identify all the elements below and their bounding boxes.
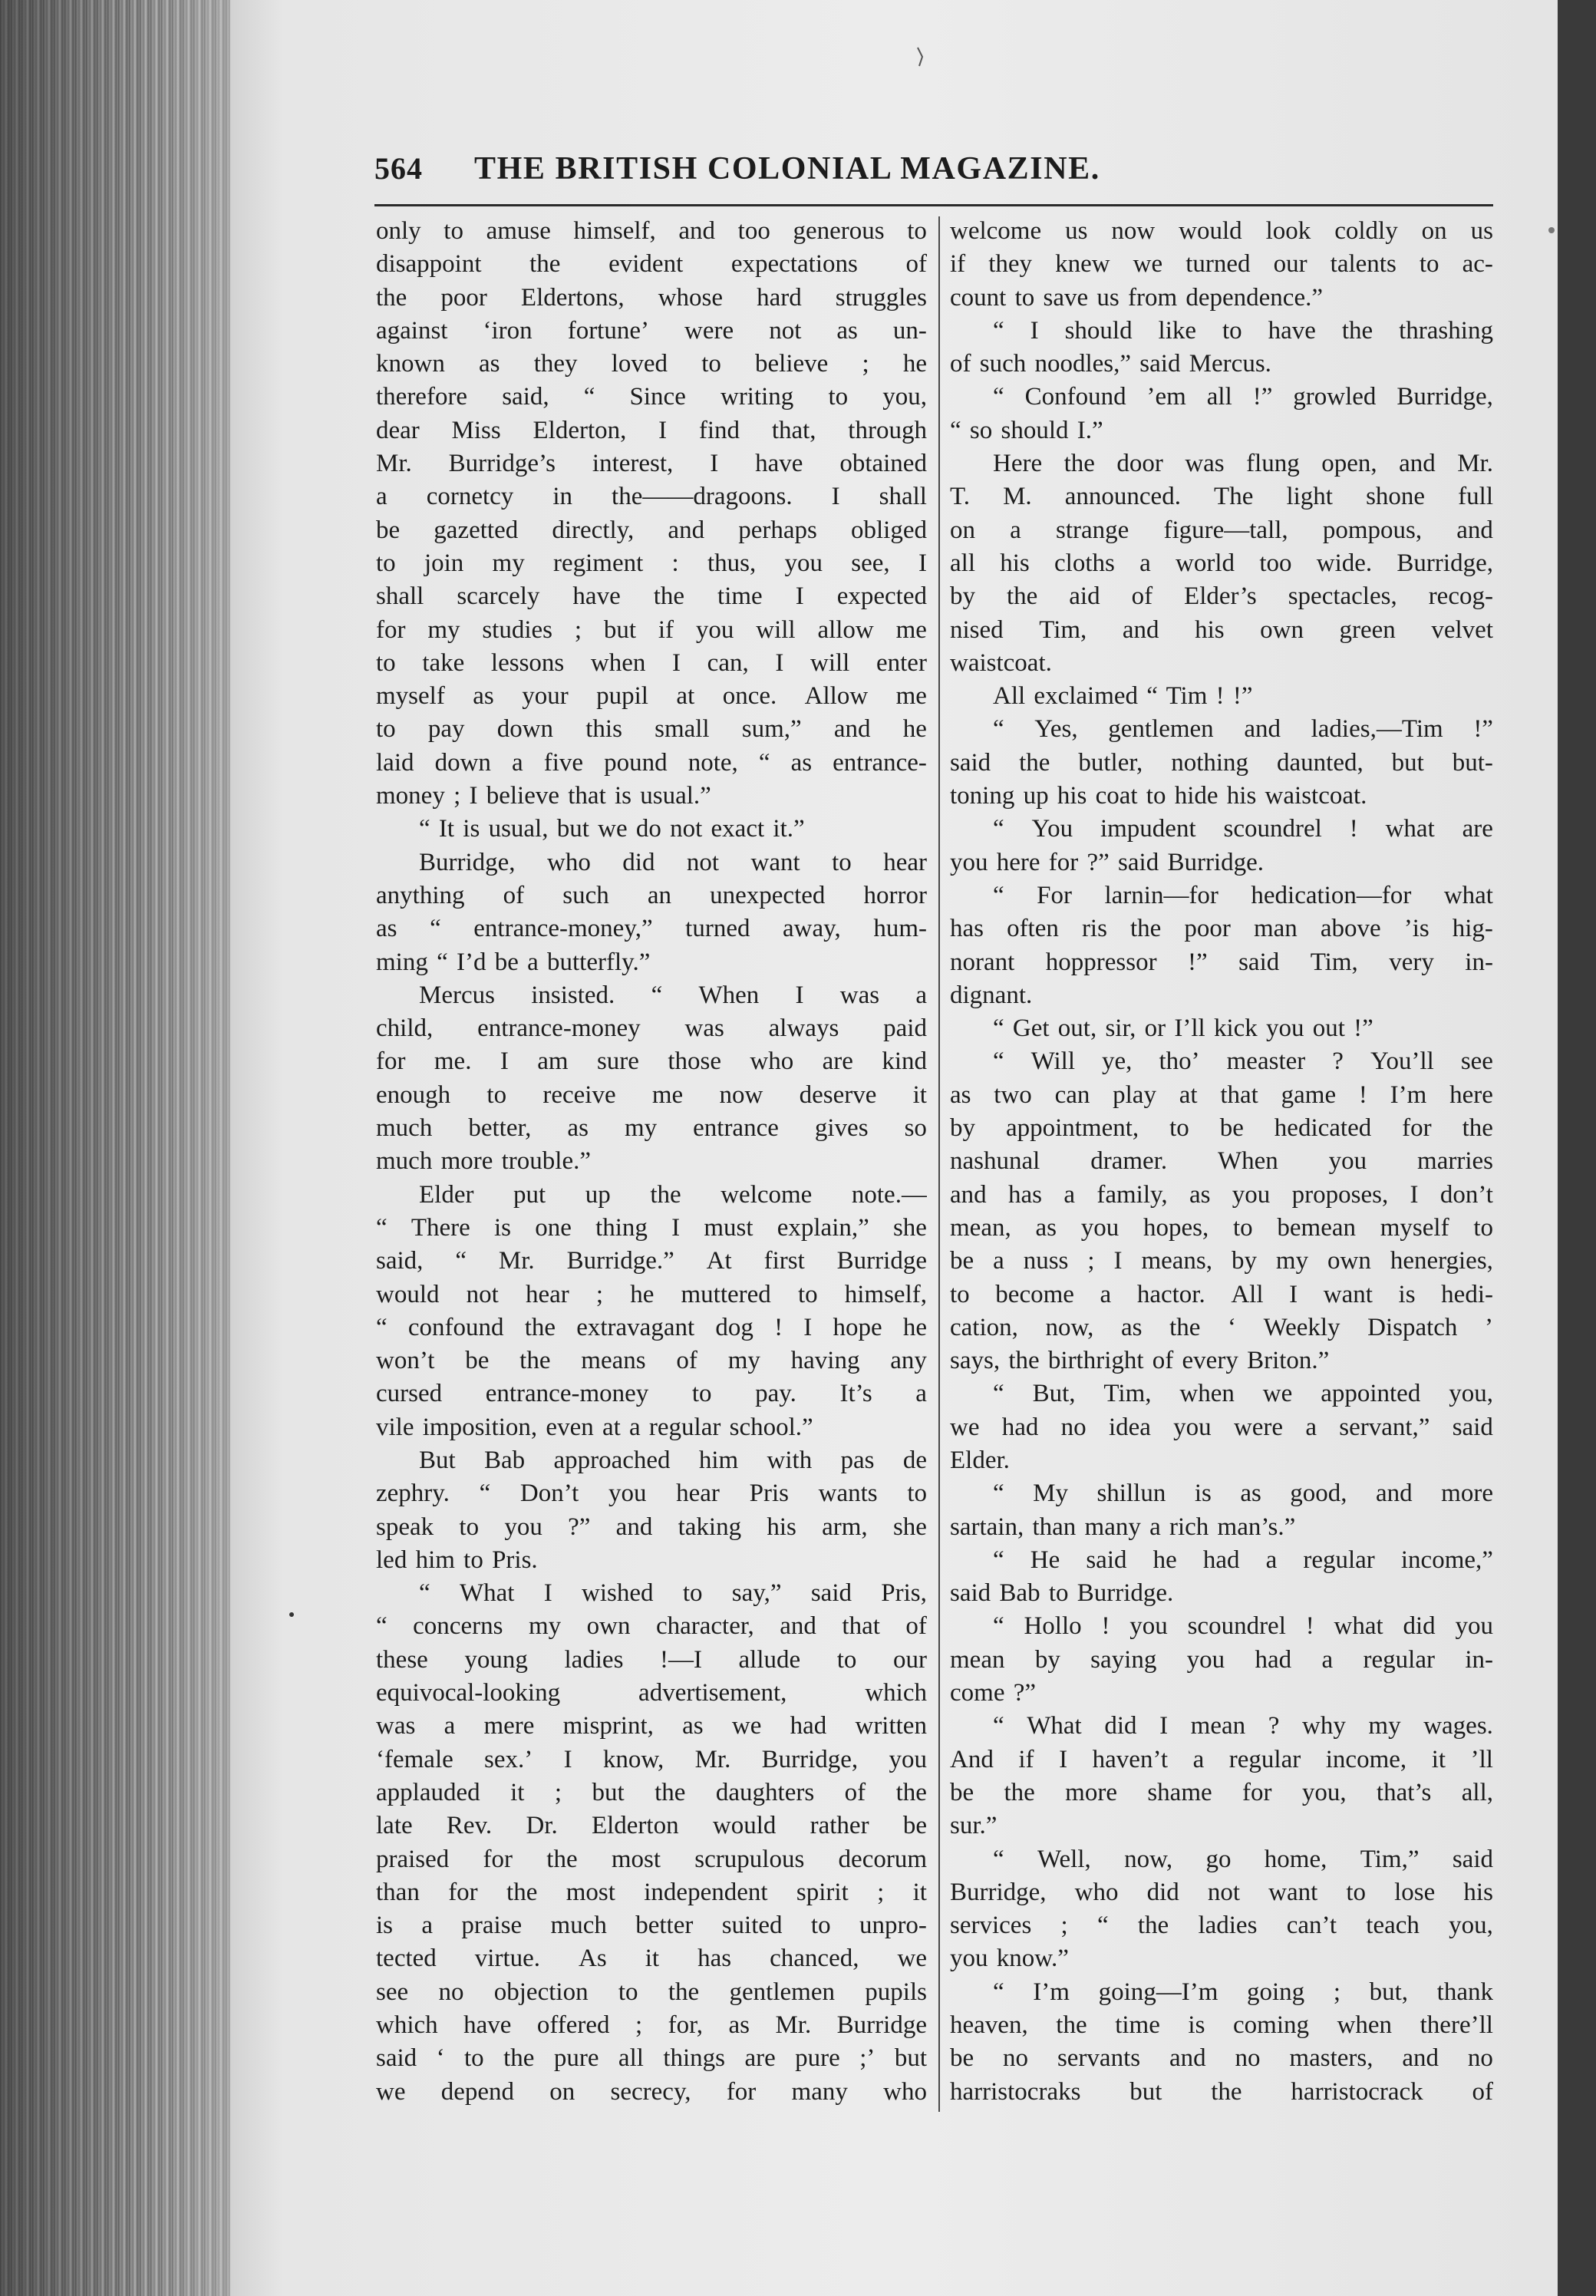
- text-line: T. M. announced. The light shone full: [950, 483, 1493, 511]
- text-line: much better, as my entrance gives so: [376, 1114, 927, 1143]
- text-line: by appointment, to be hedicated for the: [950, 1114, 1493, 1143]
- text-line: be a nuss ; I means, by my own henergies,: [950, 1247, 1493, 1275]
- text-line: cation, now, as the ‘ Weekly Dispatch ’: [950, 1313, 1493, 1341]
- line-text: vile imposition, even at a regular school.”: [376, 1413, 813, 1441]
- line-text: you here for ?” said Burridge.: [950, 848, 1265, 876]
- text-line: “ What I wished to say,” said Pris,: [419, 1579, 927, 1608]
- text-line: the poor Eldertons, whose hard struggles: [376, 283, 927, 312]
- text-line: [950, 647, 1493, 680]
- text-line: therefore said, “ Since writing to you,: [376, 383, 927, 411]
- header-rule: [374, 204, 1493, 206]
- text-line: “ My shillun is as good, and more: [993, 1480, 1493, 1508]
- text-line: be gazetted directly, and perhaps obliged: [376, 516, 927, 544]
- column-divider: [938, 216, 940, 2112]
- text-line: anything of such an unexpected horror: [376, 881, 927, 909]
- text-line: Mr. Burridge’s interest, I have obtained: [376, 450, 927, 478]
- text-line: as two can play at that game ! I’m here: [950, 1080, 1493, 1109]
- text-line: Elder put up the welcome note.—: [419, 1180, 927, 1209]
- text-line: “ What did I mean ? why my wages.: [993, 1712, 1493, 1740]
- text-line: mean by saying you had a regular in-: [950, 1645, 1493, 1674]
- text-line: [950, 1344, 1493, 1377]
- text-line: all his cloths a world too wide. Burridge,: [950, 549, 1493, 577]
- line-text: dignant.: [950, 981, 1033, 1009]
- line-text: much more trouble.”: [376, 1147, 591, 1176]
- text-line: to take lessons when I can, I will enter: [376, 648, 927, 677]
- running-title: THE BRITISH COLONIAL MAGAZINE.: [474, 151, 1100, 186]
- text-line: harristocraks but the harristocrack of: [950, 2077, 1493, 2106]
- text-line: enough to receive me now deserve it: [376, 1080, 927, 1109]
- text-line: shall scarcely have the time I expected: [376, 582, 927, 611]
- line-text: led him to Pris.: [376, 1546, 538, 1574]
- text-line: “ He said he had a regular income,”: [993, 1546, 1493, 1574]
- text-line: Burridge, who did not want to hear: [419, 848, 927, 876]
- text-line: than for the most independent spirit ; it: [376, 1878, 927, 1906]
- line-text: said Bab to Burridge.: [950, 1579, 1174, 1608]
- text-line: And if I haven’t a regular income, it ’ll: [950, 1745, 1493, 1773]
- page-number: 564: [374, 151, 423, 186]
- text-line: [950, 1444, 1493, 1477]
- text-line: these young ladies !—I allude to our: [376, 1645, 927, 1674]
- text-line: [950, 780, 1493, 813]
- text-line: Here the door was flung open, and Mr.: [993, 450, 1493, 478]
- line-text: All exclaimed “ Tim ! !”: [993, 682, 1253, 711]
- text-line: [950, 1677, 1493, 1710]
- text-line: is a praise much better suited to unpro-: [376, 1912, 927, 1940]
- text-line: would not hear ; he muttered to himself,: [376, 1280, 927, 1308]
- text-line: tected virtue. As it has chanced, we: [376, 1945, 927, 1973]
- book-page-edges: [0, 0, 230, 2296]
- text-line: to become a hactor. All I want is hedi-: [950, 1280, 1493, 1308]
- text-line: [950, 680, 1493, 713]
- text-line: for me. I am sure those who are kind: [376, 1047, 927, 1076]
- text-line: [950, 414, 1493, 447]
- text-line: “ Well, now, go home, Tim,” said: [993, 1845, 1493, 1873]
- text-line: [950, 1942, 1493, 1975]
- text-line: [376, 1544, 927, 1577]
- scan-border: [1558, 0, 1596, 2296]
- text-line: speak to you ?” and taking his arm, she: [376, 1513, 927, 1541]
- line-text: of such noodles,” said Mercus.: [950, 350, 1271, 378]
- text-line: “ There is one thing I must explain,” she: [376, 1213, 927, 1242]
- text-line: myself as your pupil at once. Allow me: [376, 682, 927, 711]
- text-line: [950, 1577, 1493, 1610]
- line-text: sur.”: [950, 1812, 998, 1840]
- line-text: money ; I believe that is usual.”: [376, 782, 711, 810]
- text-line: child, entrance-money was always paid: [376, 1014, 927, 1043]
- text-line: “ Yes, gentlemen and ladies,—Tim !”: [993, 715, 1493, 744]
- text-line: on a strange figure—tall, pompous, and: [950, 516, 1493, 544]
- text-line: “ concerns my own character, and that of: [376, 1612, 927, 1641]
- text-line: [950, 1809, 1493, 1842]
- text-line: we depend on secrecy, for many who: [376, 2077, 927, 2106]
- text-line: [950, 348, 1493, 381]
- text-line: by the aid of Elder’s spectacles, recog-: [950, 582, 1493, 611]
- text-line: [376, 1411, 927, 1444]
- text-line: [376, 813, 927, 846]
- text-line: won’t be the means of my having any: [376, 1347, 927, 1375]
- text-line: “ For larnin—for hedication—for what: [993, 881, 1493, 909]
- text-line: said the butler, nothing daunted, but but-: [950, 748, 1493, 777]
- text-line: “ Hollo ! you scoundrel ! what did you: [993, 1612, 1493, 1641]
- text-line: be the more shame for you, that’s all,: [950, 1778, 1493, 1806]
- text-line: laid down a five pound note, “ as entrance-: [376, 748, 927, 777]
- text-line: “ I should like to have the thrashing: [993, 316, 1493, 345]
- line-text: toning up his coat to hide his waistcoat.: [950, 782, 1367, 810]
- text-line: see no objection to the gentlemen pupils: [376, 1978, 927, 2006]
- text-line: “ Will ye, tho’ measter ? You’ll see: [993, 1047, 1493, 1076]
- text-line: a cornetcy in the——dragoons. I shall: [376, 483, 927, 511]
- text-line: to pay down this small sum,” and he: [376, 715, 927, 744]
- text-line: known as they loved to believe ; he: [376, 350, 927, 378]
- text-line: was a mere misprint, as we had written: [376, 1712, 927, 1740]
- text-line: mean, as you hopes, to bemean myself to: [950, 1213, 1493, 1242]
- text-line: But Bab approached him with pas de: [419, 1446, 927, 1474]
- text-line: [950, 1511, 1493, 1544]
- running-header: [374, 146, 1487, 192]
- text-line: welcome us now would look coldly on us: [950, 217, 1493, 245]
- text-line: services ; “ the ladies can’t teach you,: [950, 1912, 1493, 1940]
- line-text: count to save us from dependence.”: [950, 283, 1323, 312]
- text-line: against ‘iron fortune’ were not as un-: [376, 316, 927, 345]
- text-line: [376, 946, 927, 979]
- text-line: Burridge, who did not want to lose his: [950, 1878, 1493, 1906]
- text-line: as “ entrance-money,” turned away, hum-: [376, 915, 927, 943]
- line-text: “ Get out, sir, or I’ll kick you out !”: [993, 1014, 1373, 1043]
- text-line: we had no idea you were a servant,” said: [950, 1413, 1493, 1441]
- text-line: nashunal dramer. When you marries: [950, 1147, 1493, 1176]
- text-line: [950, 979, 1493, 1012]
- line-text: says, the birthright of every Briton.”: [950, 1347, 1330, 1375]
- text-line: Mercus insisted. “ When I was a: [419, 981, 927, 1009]
- text-line: for my studies ; but if you will allow me: [376, 615, 927, 644]
- text-line: late Rev. Dr. Elderton would rather be: [376, 1812, 927, 1840]
- text-line: applauded it ; but the daughters of the: [376, 1778, 927, 1806]
- line-text: sartain, than many a rich man’s.”: [950, 1513, 1296, 1541]
- text-line: [950, 282, 1493, 315]
- text-line: [950, 846, 1493, 879]
- text-line: heaven, the time is coming when there’ll: [950, 2011, 1493, 2040]
- line-text: come ?”: [950, 1679, 1037, 1707]
- text-line: only to amuse himself, and too generous to: [376, 217, 927, 245]
- text-line: norant hoppressor !” said Tim, very in-: [950, 948, 1493, 976]
- text-line: [376, 780, 927, 813]
- text-line: cursed entrance-money to pay. It’s a: [376, 1380, 927, 1408]
- text-line: said ‘ to the pure all things are pure ;’ but: [376, 2044, 927, 2073]
- text-line: disappoint the evident expectations of: [376, 250, 927, 279]
- line-text: “ so should I.”: [950, 416, 1103, 444]
- text-line: zephry. “ Don’t you hear Pris wants to: [376, 1480, 927, 1508]
- text-line: equivocal-looking advertisement, which: [376, 1679, 927, 1707]
- text-line: “ Confound ’em all !” growled Burridge,: [993, 383, 1493, 411]
- text-line: nised Tim, and his own green velvet: [950, 615, 1493, 644]
- text-line: if they knew we turned our talents to ac-: [950, 250, 1493, 279]
- text-line: [376, 1145, 927, 1178]
- text-line: to join my regiment : thus, you see, I: [376, 549, 927, 577]
- text-line: be no servants and no masters, and no: [950, 2044, 1493, 2073]
- text-line: “ I’m going—I’m going ; but, thank: [993, 1978, 1493, 2006]
- text-line: dear Miss Elderton, I find that, through: [376, 416, 927, 444]
- text-line: said, “ Mr. Burridge.” At first Burridge: [376, 1247, 927, 1275]
- line-text: waistcoat.: [950, 648, 1052, 677]
- text-line: “ But, Tim, when we appointed you,: [993, 1380, 1493, 1408]
- text-line: “ confound the extravagant dog ! I hope he: [376, 1313, 927, 1341]
- line-text: “ It is usual, but we do not exact it.”: [419, 815, 805, 843]
- text-line: “ You impudent scoundrel ! what are: [993, 815, 1493, 843]
- line-text: you know.”: [950, 1945, 1069, 1973]
- text-line: praised for the most scrupulous decorum: [376, 1845, 927, 1873]
- text-column-left: [376, 215, 927, 2110]
- text-line: and has a family, as you proposes, I don’t: [950, 1180, 1493, 1209]
- text-line: ‘female sex.’ I know, Mr. Burridge, you: [376, 1745, 927, 1773]
- line-text: Elder.: [950, 1446, 1010, 1474]
- text-line: [950, 1012, 1493, 1045]
- text-line: which have offered ; for, as Mr. Burridge: [376, 2011, 927, 2040]
- line-text: ming “ I’d be a butterfly.”: [376, 948, 651, 976]
- text-column-right: [950, 215, 1493, 2110]
- text-line: has often ris the poor man above ’is hig-: [950, 915, 1493, 943]
